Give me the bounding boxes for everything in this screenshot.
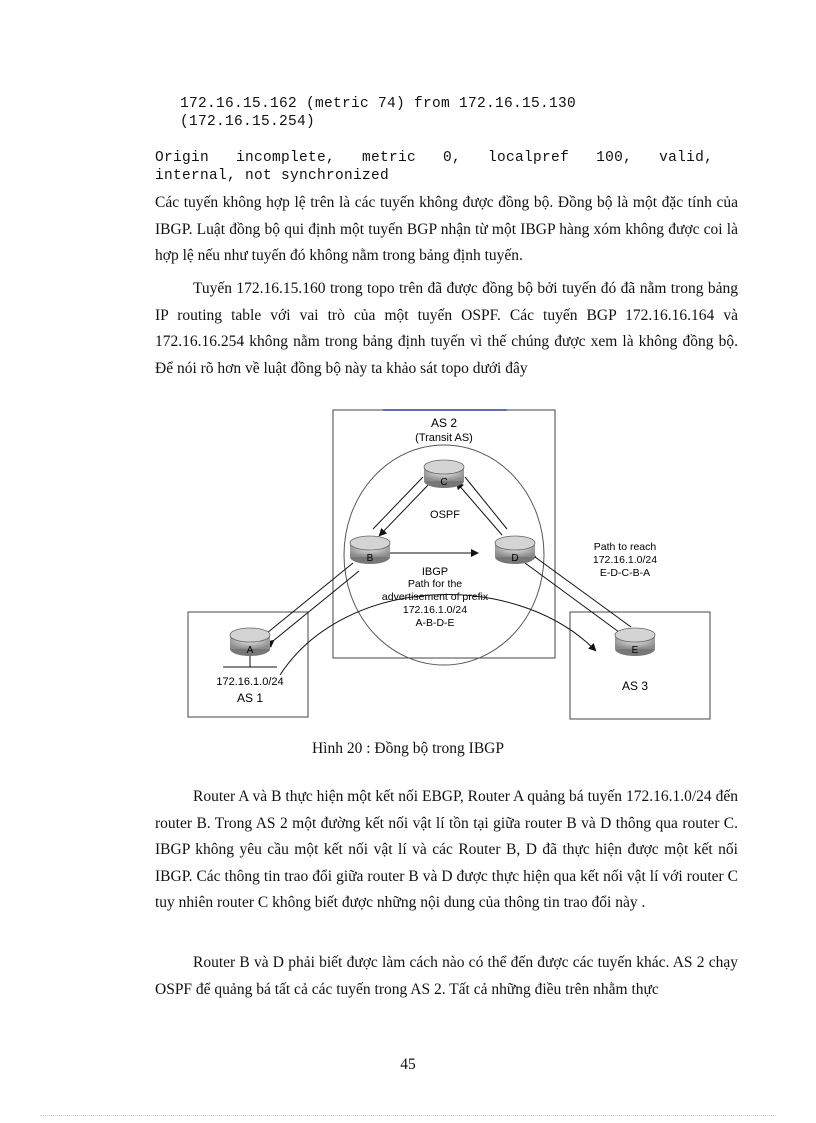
router-b-label: B (366, 553, 374, 564)
paragraph-2: Tuyến 172.16.15.160 trong topo trên đã được đồng bộ bởi tuyến đó đã nằm trong bảng IP routing table với vai trò của một tuyến OSPF. Các tuyến BGP 172.16.16.164 và 172.16.16.254 không nằm trong bảng định tuyến vì thế chúng được xem là không đồng bộ. Để nói rõ hơn về luật đồng bộ này ta khảo sát topo dưới đây (155, 280, 738, 377)
router-b-icon (350, 536, 390, 564)
ibgp-label: IBGP (421, 566, 449, 578)
link-c-b-2 (373, 477, 423, 529)
path-reach-1: Path to reach (593, 541, 657, 553)
path-adv-3: 172.16.1.0/24 (402, 604, 468, 616)
path-reach-2: 172.16.1.0/24 (592, 554, 658, 566)
ospf-label: OSPF (430, 509, 460, 521)
code-line-4: internal, not synchronized (155, 168, 390, 184)
router-e-icon (615, 628, 655, 656)
router-a-icon (230, 628, 270, 656)
link-a-b (267, 563, 353, 633)
code-line-3: Origin incomplete, metric 0, localpref 100, valid, (155, 150, 714, 166)
path-adv-4: A-B-D-E (415, 617, 455, 629)
as3-label: AS 3 (621, 679, 649, 693)
path-adv-1: Path for the (407, 578, 463, 590)
footer-divider (40, 1115, 776, 1116)
code-line-1: 172.16.15.162 (metric 74) from 172.16.15.130 (180, 96, 577, 112)
as1-label: AS 1 (236, 691, 264, 705)
paragraph-1: Các tuyến không hợp lệ trên là các tuyến không được đồng bộ. Đồng bộ là một đặc tính của IBGP. Luật đồng bộ qui định một tuyến BGP nhận từ một IBGP hàng xóm không được coi là hợp lệ nếu như tuyến đó không nằm trong bảng định tuyến. (155, 194, 738, 264)
link-c-b (380, 483, 430, 535)
router-c-icon (424, 460, 464, 488)
router-c-label: C (440, 477, 448, 488)
ibgp-synchronization-diagram (185, 405, 715, 725)
router-e-label: E (631, 645, 639, 656)
paragraph-4: Router B và D phải biết được làm cách nào có thể đến được các tuyến khác. AS 2 chạy OSPF để quảng bá tất cả các tuyến trong AS 2. Tất cả những điều trên nhằm thực (155, 954, 738, 998)
path-adv-2: advertisement of prefix (381, 591, 489, 603)
as2-title: AS 2 (430, 416, 458, 430)
link-d-c (465, 477, 507, 529)
link-d-c-arrow (457, 483, 502, 535)
figure-caption: Hình 20 : Đồng bộ trong IBGP (311, 740, 505, 757)
as1-network-label: 172.16.1.0/24 (216, 676, 284, 688)
router-d-label: D (511, 553, 519, 564)
path-reach-3: E-D-C-B-A (599, 567, 651, 579)
code-line-2: (172.16.15.254) (180, 114, 316, 130)
router-d-icon (495, 536, 535, 564)
paragraph-3: Router A và B thực hiện một kết nối EBGP, Router A quảng bá tuyến 172.16.1.0/24 đến router B. Trong AS 2 một đường kết nối vật lí tồn tại giữa router B và D thông qua router C. IBGP không yêu cầu một kết nối vật lí và các Router B, D đã thực hiện được một kết nối IBGP. Các thông tin trao đổi giữa router B và D được thực hiện qua kết nối vật lí với router C tuy nhiên router C không biết được những nội dung của thông tin trao đổi này . (155, 788, 738, 911)
router-a-label: A (246, 645, 254, 656)
as2-subtitle: (Transit AS) (415, 432, 473, 444)
link-b-a-arrow (273, 571, 359, 641)
page-number: 45 (400, 1056, 416, 1073)
